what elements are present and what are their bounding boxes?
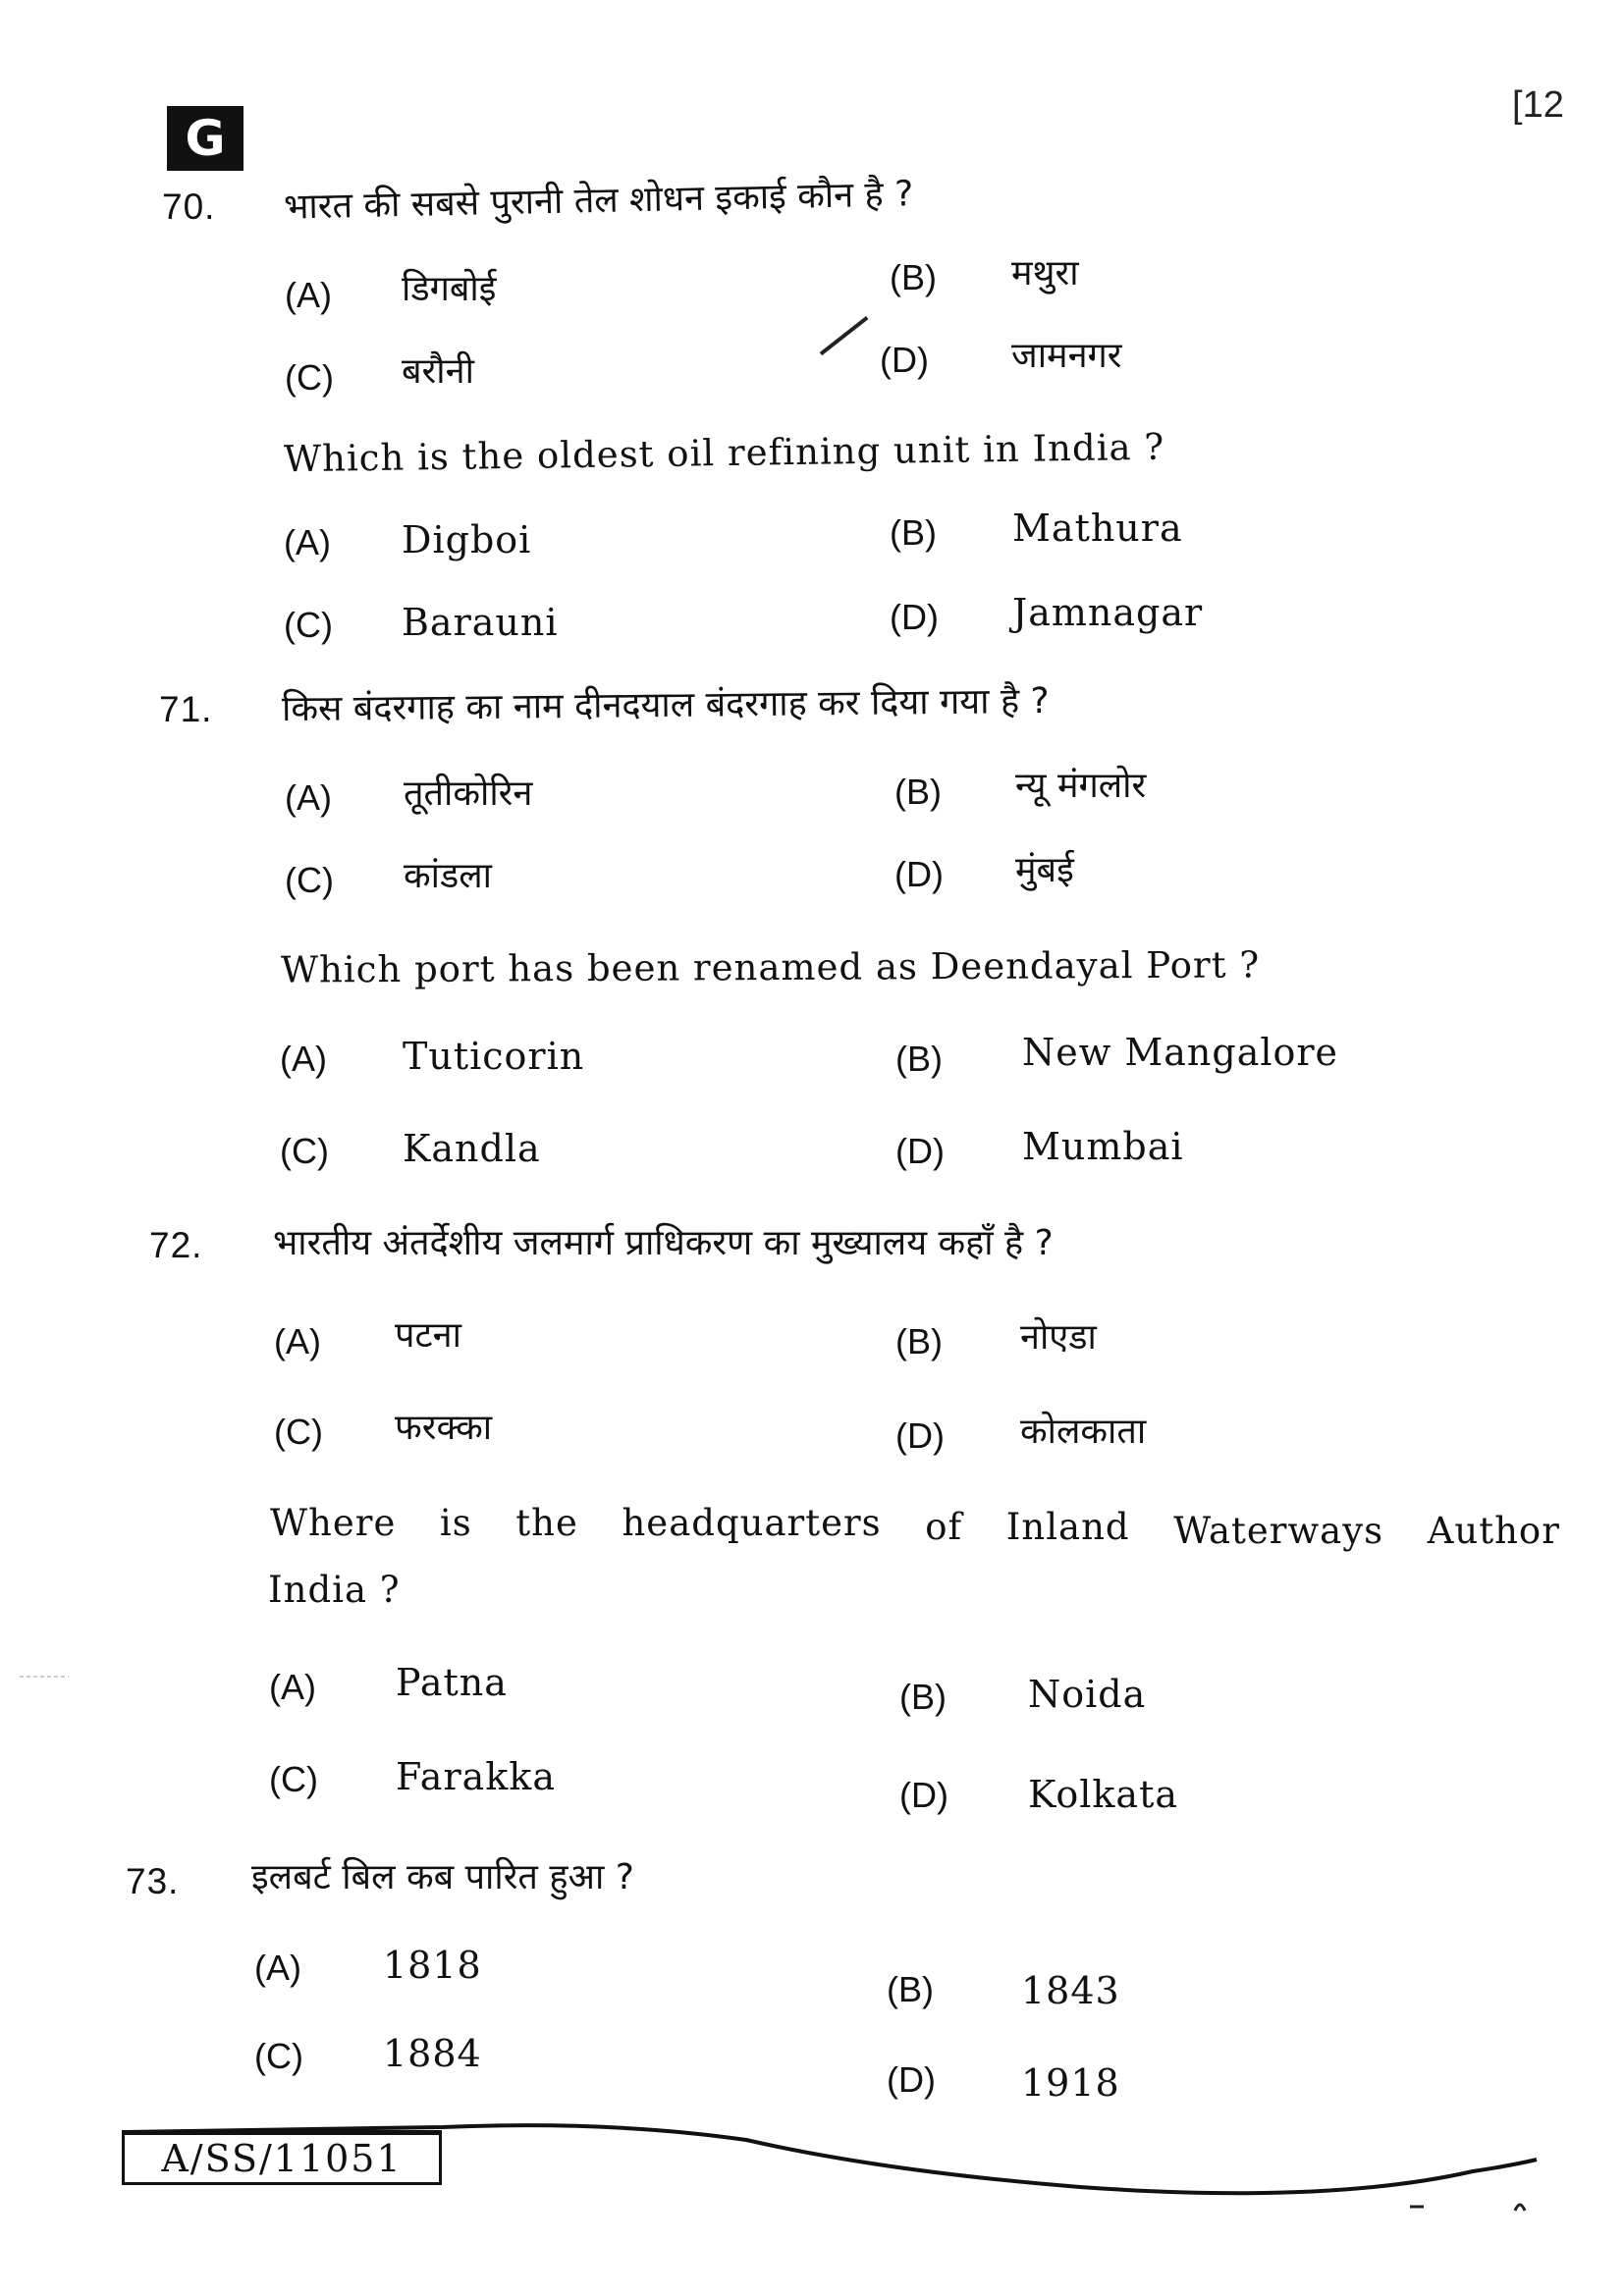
option-value: 1818	[383, 1944, 482, 1987]
option-label: (B)	[895, 1039, 943, 1079]
option-value: मुंबई	[1015, 850, 1074, 890]
option-label: (B)	[890, 512, 937, 553]
option-label: (D)	[895, 1415, 945, 1456]
option-label: (C)	[285, 357, 334, 398]
option-value: Digboi	[402, 518, 532, 561]
option-value: Mumbai	[1022, 1125, 1184, 1168]
option-label: (B)	[899, 1677, 947, 1717]
option-value: New Mangalore	[1022, 1031, 1339, 1074]
option-value: बरौनी	[402, 351, 474, 392]
option-label: (C)	[280, 1131, 329, 1171]
option-label-marked: (D)	[880, 340, 929, 380]
question-text-hindi: भारत की सबसे पुरानी तेल शोधन इकाई कौन है ?	[283, 174, 914, 228]
option-value: कोलकाता	[1020, 1412, 1147, 1452]
question-number: 70.	[162, 187, 216, 227]
option-value: तूतीकोरिन	[404, 774, 533, 814]
word: Author	[1427, 1510, 1560, 1552]
option-value: जामनगर	[1011, 336, 1122, 376]
option-value: Kolkata	[1028, 1773, 1179, 1816]
word: is	[439, 1502, 472, 1544]
word: Where	[270, 1502, 397, 1544]
question-text-english: Which is the oldest oil refining unit in India ?	[283, 425, 1165, 481]
page-number-value: 12	[1522, 84, 1564, 126]
option-label: (A)	[280, 1039, 327, 1079]
option-value: Kandla	[403, 1127, 541, 1170]
option-label: (A)	[269, 1667, 316, 1707]
option-label: (B)	[894, 772, 942, 812]
option-label: (C)	[274, 1412, 323, 1452]
option-label: (C)	[284, 605, 333, 645]
option-label: (A)	[285, 275, 332, 315]
option-label: (A)	[285, 777, 332, 818]
option-value: न्यू मंगलोर	[1015, 766, 1147, 806]
option-label: (C)	[285, 860, 334, 900]
option-label: (B)	[890, 257, 937, 297]
option-label: (C)	[254, 2036, 303, 2076]
option-label: (D)	[887, 2059, 936, 2100]
question-text-hindi: इलबर्ट बिल कब पारित हुआ ?	[251, 1857, 634, 1897]
paper-code-box: A/SS/11051	[122, 2130, 442, 2185]
option-value: Mathura	[1012, 507, 1183, 550]
option-value: पटना	[395, 1315, 461, 1356]
option-value: डिगबोई	[402, 269, 497, 309]
option-value: कांडला	[404, 856, 492, 896]
option-label: (A)	[254, 1948, 301, 1988]
option-label: (C)	[269, 1759, 318, 1799]
option-label: (D)	[899, 1775, 948, 1815]
option-value: 1918	[1021, 2061, 1120, 2105]
option-value: Jamnagar	[1012, 591, 1204, 634]
question-text-hindi: भारतीय अंतर्देशीय जलमार्ग प्राधिकरण का मुख्यालय कहाँ है ?	[273, 1223, 1054, 1263]
option-value: Farakka	[396, 1755, 556, 1798]
option-label: (B)	[895, 1321, 943, 1362]
option-value: 1843	[1021, 1969, 1120, 2012]
option-label: (A)	[284, 522, 331, 562]
option-value: नोएडा	[1020, 1317, 1097, 1358]
option-label: (A)	[274, 1321, 321, 1362]
question-number: 71.	[159, 689, 213, 729]
option-value: Patna	[396, 1661, 508, 1704]
option-value: फरक्का	[395, 1408, 493, 1448]
option-value: मथुरा	[1011, 253, 1079, 294]
question-number: 72.	[149, 1225, 203, 1265]
option-label: (B)	[887, 1969, 934, 2009]
question-number: 73.	[126, 1861, 180, 1901]
option-label: (D)	[890, 597, 939, 637]
option-label: (D)	[895, 1131, 945, 1171]
option-value: Tuticorin	[403, 1035, 585, 1078]
word: of	[925, 1506, 963, 1548]
question-text-english-line2: India ?	[268, 1569, 401, 1611]
option-value: Barauni	[402, 601, 559, 644]
word: Waterways	[1173, 1510, 1384, 1552]
option-label: (D)	[894, 854, 944, 894]
page-number: [12	[1512, 84, 1564, 126]
question-text-hindi: किस बंदरगाह का नाम दीनदयाल बंदरगाह कर दिया गया है ?	[281, 680, 1050, 730]
option-value: 1884	[383, 2032, 482, 2075]
word: headquarters	[622, 1502, 882, 1544]
word: the	[515, 1502, 578, 1544]
question-text-english: Which port has been renamed as Deendayal Port ?	[280, 943, 1261, 991]
option-value: Noida	[1028, 1673, 1147, 1716]
set-code-badge: G	[167, 106, 244, 171]
word: Inland	[1005, 1506, 1130, 1548]
